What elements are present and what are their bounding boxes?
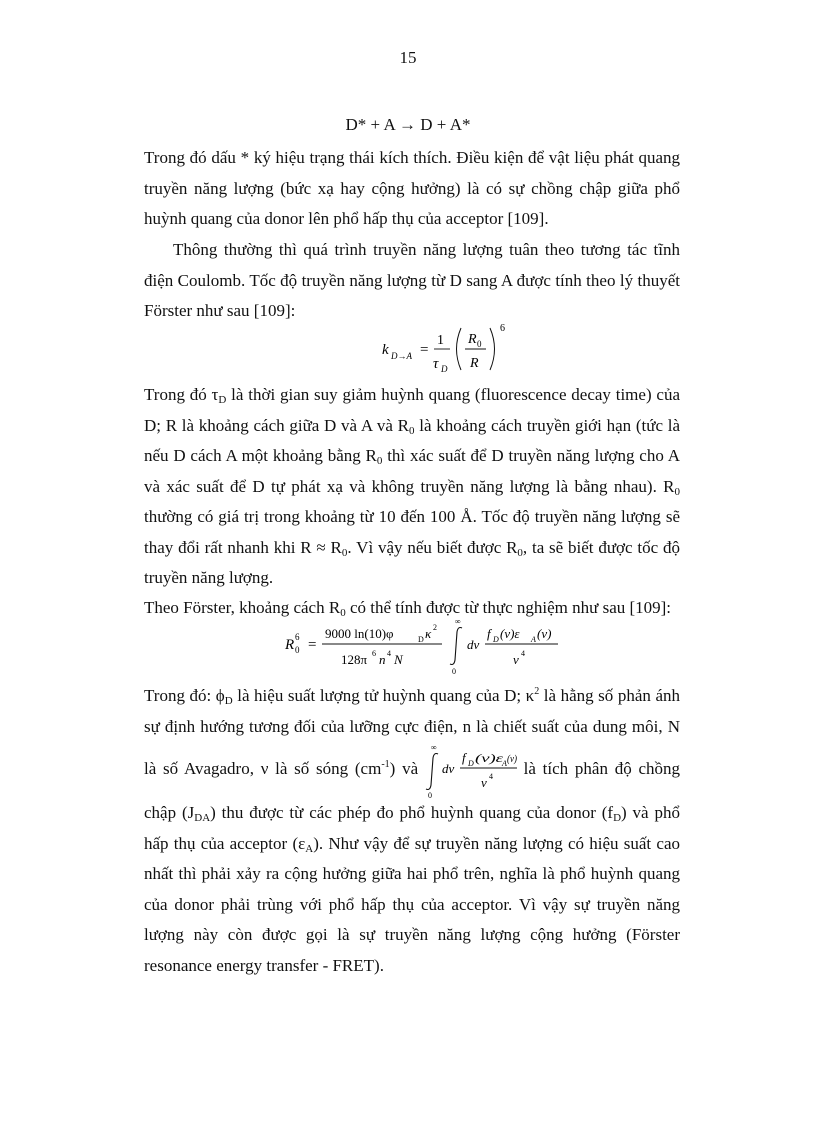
- formula1-equals: =: [420, 342, 429, 358]
- paragraph-3: Trong đó $\tau_D$ là thời gian suy giảm huỳnh quang (fluorescence decay time) của D; R là khoảng cách giữa D và A và $R_0$ là khoảng cách truyền giới hạn (tức là nếu D cách A một khoảng bằng $R_0$ thì xác suất để D truyền năng lượng cho A và xác suất để D tự phát xạ và không truyền năng lượng là bằng nhau). $R_0$ thường có giá trị trong khoảng từ 10 đến 100 Å. Tốc độ truyền năng lượng sẽ thay đổi rất nhanh khi $R \approx R_0$. Vì vậy nếu biết được $R_0$, ta sẽ biết được tốc độ truyền năng lượng.: [144, 385, 681, 587]
- forster-rate-formula: [0, 318, 816, 380]
- formula2-frac-den: ν: [513, 652, 519, 667]
- svg-text:ν: ν: [480, 775, 487, 790]
- formula2-equals: =: [308, 637, 317, 653]
- formula1-exponent: 6: [500, 323, 505, 334]
- formula2-frac-num-sub2: A: [531, 635, 536, 644]
- paragraph-2: Thông thường thì quá trình truyền năng lượng tuân theo tương tác tĩnh điện Coulomb. Tốc độ truyền năng lượng từ D sang A được tính theo lý thuyết Förster như sau [109]:: [144, 240, 680, 320]
- formula1-num: 1: [437, 333, 444, 348]
- svg-text:D: D: [467, 759, 474, 768]
- paragraph-5: Trong đó: $\phi_D$ là hiệu suất lượng tử huỳnh quang của D; $\kappa^2$ là hằng số phản ánh sự định hướng tương đối của lưỡng cực điện, n là chiết suất của dung môi, N là số Avagadro, ν là số sóng $(cm^{-1})$ và ∞ 0 dν f D (ν)ε A (ν) ν 4 là tích phân độ chồng chập $(J_{DA})$ thu được từ các phép đo phổ huỳnh quang của donor $(f_D)$ và phổ hấp thụ của acceptor $(\varepsilon_A)$. Như vậy để sự truyền năng lượng có hiệu suất cao nhất thì phải xảy ra cộng hưởng giữa hai phổ trên, nghĩa là phổ huỳnh quang của donor phải trùng với phổ hấp thụ của acceptor. Vì vậy sự truyền năng lượng này còn được gọi là sự truyền năng lượng cộng hưởng (Förster resonance energy transfer - FRET).: [144, 686, 681, 975]
- integral-icon: [426, 754, 438, 790]
- formula2-num-sup: 2: [433, 623, 437, 632]
- page-number: 15: [399, 48, 417, 67]
- paragraph-4: Theo Förster, khoảng cách $R_0$ có thể tính được từ thực nghiệm như sau [109]:: [144, 598, 672, 619]
- formula2-frac-num: f: [487, 626, 491, 641]
- overlap-integral-inline: [425, 742, 517, 798]
- reaction-equation: D* + A → D + A*: [345, 115, 471, 134]
- svg-text:A: A: [501, 759, 507, 768]
- formula2-num: 9000 ln(10)φ: [325, 626, 394, 641]
- svg-text:∞: ∞: [430, 743, 437, 752]
- formula1-inner-den: R: [470, 356, 479, 371]
- formula2-den: 128π: [341, 652, 368, 667]
- svg-text:dν: dν: [441, 761, 455, 776]
- formula2-frac-num-end: (ν): [537, 626, 552, 641]
- svg-text:4: 4: [488, 772, 493, 781]
- formula2-den-N: N: [394, 652, 403, 667]
- formula1-inner-num: R: [468, 332, 477, 347]
- svg-text:f: f: [461, 750, 466, 765]
- formula2-frac-num-sub: D: [493, 635, 499, 644]
- formula2-lhs: R: [285, 637, 295, 653]
- svg-text:(ν): (ν): [506, 753, 518, 765]
- formula1-lhs-sub: D→A: [391, 351, 412, 361]
- formula2-frac-num-mid: (ν)ε: [500, 626, 520, 641]
- formula2-frac-den-sup: 4: [521, 649, 525, 658]
- formula2-dv: dν: [467, 637, 480, 652]
- formula2-num-sub: D: [418, 635, 424, 644]
- formula2-int-lower: 0: [452, 667, 456, 676]
- formula1-den-sub: D: [441, 364, 448, 374]
- formula1-lhs: k: [382, 342, 389, 358]
- formula2-num-kappa: κ: [425, 626, 432, 641]
- paragraph-1: Trong đó dấu * ký hiệu trạng thái kích thích. Điều kiện để vật liệu phát quang truyền năng lượng (bức xạ hay cộng hưởng) là có sự chồng chập giữa phổ huỳnh quang của donor lên phổ hấp thụ của acceptor [109].: [144, 148, 680, 228]
- svg-text:(ν)ε: (ν)ε: [474, 751, 504, 765]
- forster-distance-formula: [0, 616, 816, 674]
- formula2-lhs-sup: 6: [295, 632, 300, 642]
- formula1-inner-num-sub: 0: [477, 339, 482, 349]
- formula2-lhs-sub: 0: [295, 645, 300, 655]
- integral-icon: [450, 628, 462, 665]
- formula2-den-sup6: 6: [372, 649, 376, 658]
- formula2-int-upper: ∞: [455, 617, 461, 626]
- formula1-den: τ: [433, 356, 439, 372]
- formula2-den-n: n: [379, 652, 386, 667]
- svg-text:0: 0: [427, 791, 432, 800]
- formula2-den-sup4: 4: [387, 649, 391, 658]
